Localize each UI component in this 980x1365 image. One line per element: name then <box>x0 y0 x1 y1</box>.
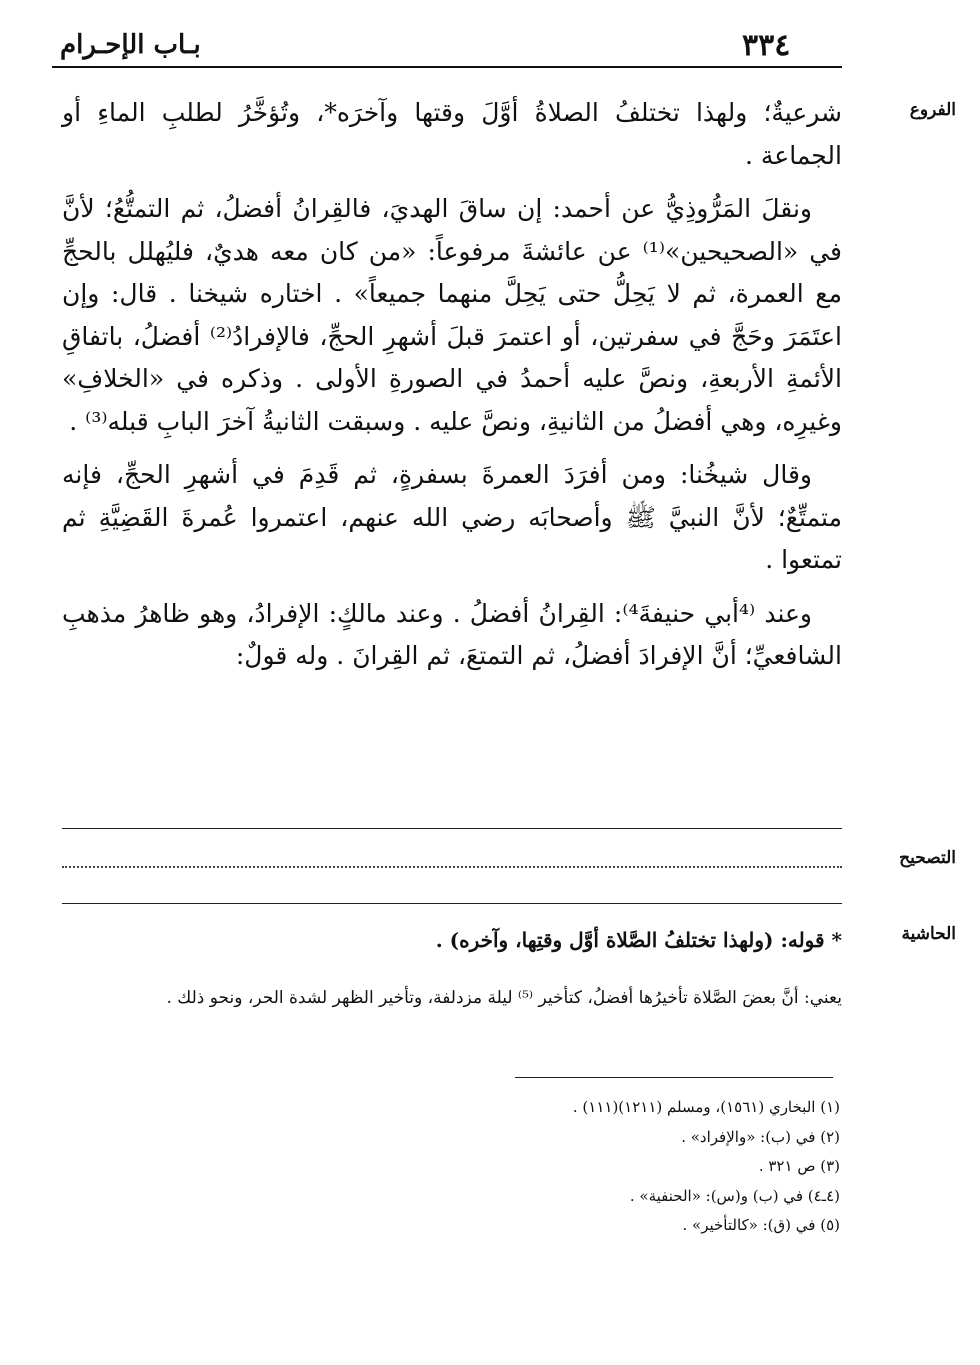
running-title: بـاب الإحـرام <box>60 30 201 60</box>
tashih-top-rule <box>62 828 842 829</box>
footnote-1: (١) البخاري (١٥٦١)، ومسلم (١٢١١)(١١١) . <box>572 1098 840 1116</box>
hashiya-heading: * قوله: (ولهذا تختلفُ الصَّلاة أوَّل وقتِها، وآخره) . <box>435 928 842 952</box>
header-divider <box>52 66 842 68</box>
footnote-3: (٣) ص ٣٢١ . <box>758 1157 840 1175</box>
paragraph-2: ونقلَ المَرُّوذِيُّ عن أحمد: إن ساقَ الهديَ، فالقِرانُ أفضلُ، ثم التمتُّعُ؛ لأنَّ في «الصحيحين»⁽¹⁾ عن عائشةَ مرفوعاً: «من كان معه هديٌ، فليُهلل بالحجِّ مع العمرة، ثم لا يَحِلُّ حتى يَحِلَّ منهما جميعاً» . اختاره شيخنا . قال: وإن اعتَمَرَ وحَجَّ في سفرتين، أو اعتمرَ قبلَ أشهرِ الحجِّ، فالإفرادُ⁽²⁾ أفضلُ، باتفاقِ الأئمةِ الأربعةِ، ونصَّ عليه أحمدُ في الصورةِ الأولى . وذكره في «الخلافِ» وغيرِه، وهي أفضلُ من الثانيةِ، ونصَّ عليه . وسبقت الثانيةُ آخرَ البابِ قبله⁽³⁾ . <box>62 194 842 436</box>
tashih-bottom-rule <box>62 903 842 904</box>
margin-label-furu: الفروع <box>909 100 956 120</box>
paragraph-4: وعند ⁽⁴أبي حنيفةَ⁴⁾: القِرانُ أفضلُ . وعند مالكٍ: الإفرادُ، وهو ظاهرُ مذهبِ الشافعيِّ؛ أنَّ الإفرادَ أفضلُ، ثم التمتعَ، ثم القِرانَ . وله قولٌ: <box>62 598 842 670</box>
margin-label-tashih: التصحيح <box>899 848 956 868</box>
margin-label-hashiya: الحاشية <box>901 924 956 944</box>
tashih-dotted-line <box>62 866 842 868</box>
paragraph-1: شرعيةٌ؛ ولهذا تختلفُ الصلاةُ أوَّلَ وقتها وآخرَه*، وتُؤخَّرُ لطلبِ الماءِ أو الجماعة . <box>62 98 842 170</box>
footnote-4: (٤ـ٤) في (ب) و(س): «الحنفية» . <box>629 1186 840 1205</box>
footnotes-list <box>300 1093 840 1241</box>
footnote-divider <box>515 1077 833 1078</box>
paragraph-3: وقال شيخُنا: ومن أفرَدَ العمرةَ بسفرةٍ، ثم قَدِمَ في أشهرِ الحجِّ، فإنه متمتِّعٌ؛ لأنَّ النبيَّ ﷺ وأصحابَه رضي الله عنهم، اعتمروا عُمرةَ القَضِيَّةِ ثم تمتعوا . <box>62 460 842 574</box>
main-text-block <box>62 92 842 689</box>
page-number: ٣٣٤ <box>742 28 791 63</box>
footnote-2: (٢) في (ب): «والإفراد» . <box>681 1127 840 1146</box>
footnote-5: (٥) في (ق): «كالتأخير» . <box>682 1216 840 1234</box>
hashiya-body: يعني: أنَّ بعضَ الصَّلاة تأخيرُها أفضلُ، كتأخير ⁽⁵⁾ ليلة مزدلفة، وتأخير الظهر لشدة الحر، ونحو ذلك . <box>166 988 842 1008</box>
